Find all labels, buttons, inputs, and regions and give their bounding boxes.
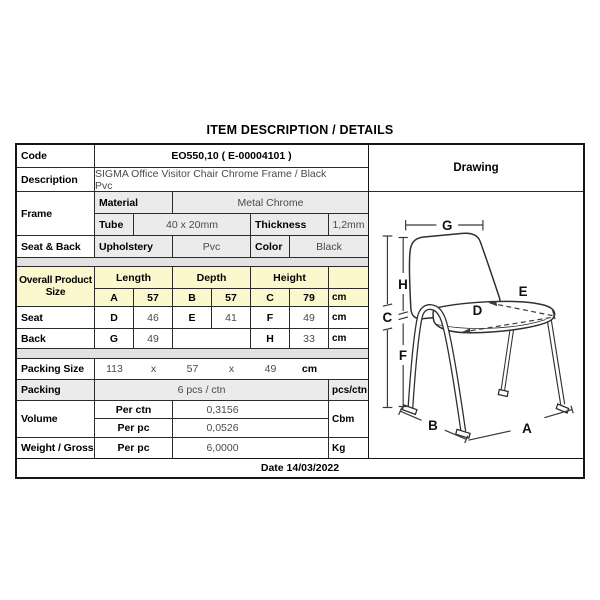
row-overall-values [95, 289, 368, 306]
packing-size-unit: cm [301, 363, 318, 375]
date-row [17, 459, 583, 477]
code-label: Code [17, 145, 95, 167]
chair-seat [433, 301, 555, 332]
dim-f-value: 49 [290, 307, 329, 328]
row-size-headers [95, 267, 368, 289]
back-empty-cell [173, 329, 251, 348]
frame-label: Frame [17, 192, 95, 235]
material-value: Metal Chrome [173, 192, 368, 213]
seat-back-label: Seat & Back [17, 236, 95, 257]
drawing-panel [369, 145, 583, 458]
packing-size-value [95, 359, 368, 379]
row-seat-back [17, 236, 368, 258]
dim-label-g: G [442, 217, 453, 234]
thickness-value: 1,2mm [329, 214, 368, 235]
material-label: Material [95, 192, 173, 213]
row-frame [17, 192, 368, 236]
dim-label-b: B [428, 417, 438, 434]
dim-b-value: 57 [212, 289, 251, 306]
weight-pc-value: 6,0000 [173, 438, 329, 458]
dim-g-letter: G [95, 329, 134, 348]
packing-size-length: 113 [106, 363, 123, 375]
height-header: Height [251, 267, 329, 288]
dim-d-value: 46 [134, 307, 173, 328]
dim-e-letter: E [173, 307, 212, 328]
upholstery-value: Pvc [173, 236, 251, 257]
dim-d-letter: D [95, 307, 134, 328]
weight-label: Weight / Gross [17, 438, 95, 458]
packing-unit: pcs/ctn [329, 380, 368, 400]
spacer-row [17, 258, 368, 267]
dim-a-value: 57 [134, 289, 173, 306]
packing-size-x2: x [228, 363, 235, 375]
spacer-row [17, 349, 368, 359]
dim-h-value: 33 [290, 329, 329, 348]
row-packing [17, 380, 368, 401]
dim-label-f: F [398, 347, 408, 364]
tube-label: Tube [95, 214, 134, 235]
drawing-area [369, 192, 583, 458]
packing-size-x1: x [150, 363, 157, 375]
packing-size-height: 49 [264, 363, 277, 375]
dim-label-e: E [518, 283, 528, 300]
row-code [17, 145, 368, 168]
weight-pc-label: Per pc [95, 438, 173, 458]
dim-a-letter: A [95, 289, 134, 306]
volume-unit: Cbm [332, 413, 355, 425]
row-frame-material [95, 192, 368, 214]
dim-label-d: D [472, 302, 483, 319]
thickness-label: Thickness [251, 214, 329, 235]
dim-f-letter: F [251, 307, 290, 328]
spec-table-left [17, 145, 369, 458]
row-description [17, 168, 368, 192]
weight-unit: Kg [332, 442, 346, 454]
code-value: EO550,10 ( E-00004101 ) [171, 150, 292, 162]
back-label: Back [17, 329, 95, 348]
dim-c-value: 79 [290, 289, 329, 306]
dim-h-letter: H [251, 329, 290, 348]
row-frame-tube [95, 214, 368, 235]
row-packing-size [17, 359, 368, 380]
row-volume-pc [95, 419, 328, 437]
drawing-header: Drawing [369, 145, 583, 192]
chair-drawing [369, 192, 583, 456]
back-unit: cm [332, 333, 347, 344]
dim-c-letter: C [251, 289, 290, 306]
dim-g-value: 49 [134, 329, 173, 348]
chair-rear-legs [498, 317, 568, 413]
volume-ctn-label: Per ctn [95, 401, 173, 418]
color-label: Color [251, 236, 290, 257]
packing-label: Packing [17, 380, 95, 400]
tube-value: 40 x 20mm [134, 214, 251, 235]
row-volume-ctn [95, 401, 328, 419]
row-volume [17, 401, 368, 438]
seat-unit: cm [332, 312, 347, 323]
depth-header: Depth [173, 267, 251, 288]
row-weight [17, 438, 368, 458]
packing-value: 6 pcs / ctn [95, 380, 329, 400]
dim-label-a: A [522, 420, 532, 437]
row-overall-size [17, 267, 368, 307]
length-header: Length [95, 267, 173, 288]
color-value: Black [290, 236, 368, 257]
dim-e-value: 41 [212, 307, 251, 328]
overall-size-label: Overall Product Size [17, 267, 95, 306]
page-title: ITEM DESCRIPTION / DETAILS [206, 123, 394, 137]
description-value: SIGMA Office Visitor Chair Chrome Frame / Black Pvc [95, 168, 327, 191]
overall-unit: cm [329, 289, 368, 306]
volume-pc-value: 0,0526 [206, 422, 239, 434]
volume-ctn-value: 0,3156 [206, 403, 239, 416]
row-back [17, 329, 368, 349]
seat-label: Seat [17, 307, 95, 328]
description-label: Description [17, 168, 95, 191]
dim-b-letter: B [173, 289, 212, 306]
dim-label-c: C [382, 309, 393, 326]
dim-label-h: H [398, 276, 408, 293]
spec-table [15, 143, 585, 479]
size-header-empty-cell [329, 267, 368, 288]
packing-size-depth: 57 [186, 363, 199, 375]
upholstery-label: Upholstery [95, 236, 173, 257]
volume-pc-label: Per pc [95, 419, 173, 437]
date-text: Date 14/03/2022 [260, 462, 340, 474]
packing-size-label: Packing Size [17, 359, 95, 379]
row-seat [17, 307, 368, 329]
volume-label: Volume [17, 401, 95, 437]
